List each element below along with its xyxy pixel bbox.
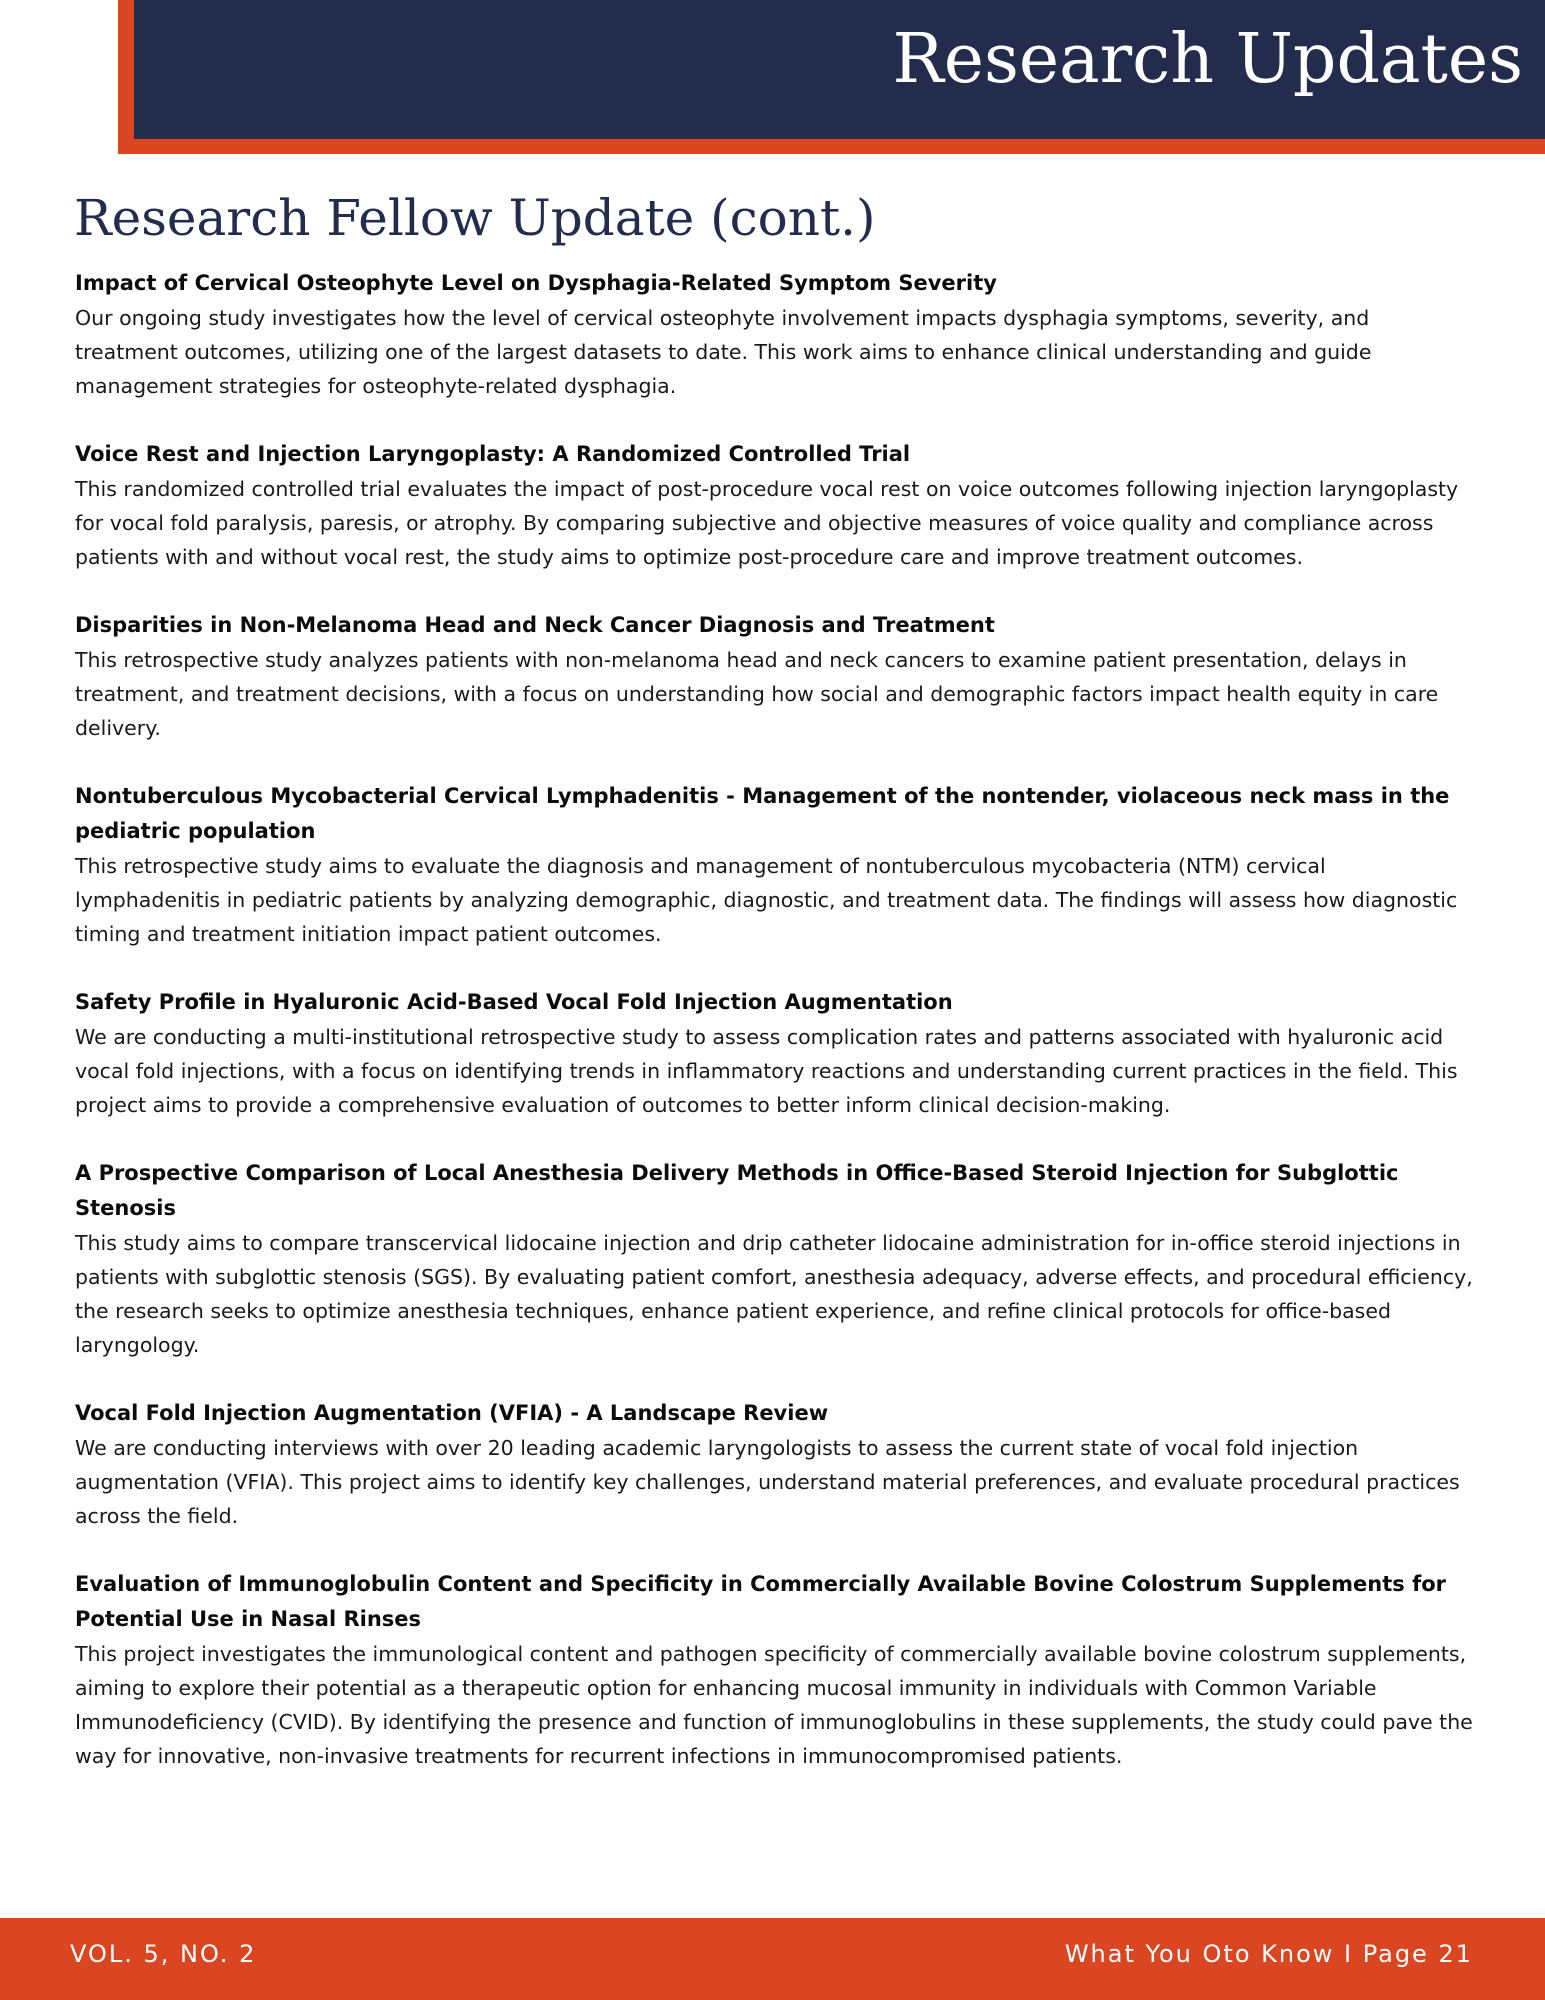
header-bar <box>134 0 1545 139</box>
research-entry <box>75 779 1475 951</box>
footer-bar <box>0 1918 1545 2000</box>
entry-title: Evaluation of Immunoglobulin Content and Specificity in Commercially Available Bovine Colostrum Supplements for Potential Use in Nasal Rinses <box>75 1572 1446 1631</box>
entry-title: Disparities in Non-Melanoma Head and Neck Cancer Diagnosis and Treatment <box>75 613 995 637</box>
research-entry <box>75 1156 1475 1362</box>
entry-body: This retrospective study analyzes patients with non-melanoma head and neck cancers to examine patient presentation, delays in treatment, and treatment decisions, with a focus on understanding how social and demographic factors impact health equity in care delivery. <box>75 648 1439 740</box>
footer-volume: VOL. 5, NO. 2 <box>70 1940 257 1968</box>
research-entry <box>75 266 1475 403</box>
research-entry <box>75 608 1475 745</box>
entry-title: Nontuberculous Mycobacterial Cervical Lymphadenitis - Management of the nontender, violaceous neck mass in the pediatric population <box>75 784 1450 843</box>
entry-title: A Prospective Comparison of Local Anesthesia Delivery Methods in Office-Based Steroid Injection for Subglottic Stenosis <box>75 1161 1399 1220</box>
entry-body: This retrospective study aims to evaluate the diagnosis and management of nontuberculous mycobacteria (NTM) cervical lymphadenitis in pediatric patients by analyzing demographic, diagnostic, and treatment data. The findings will assess how diagnostic timing and treatment initiation impact patient outcomes. <box>75 854 1458 946</box>
entry-title: Impact of Cervical Osteophyte Level on Dysphagia-Related Symptom Severity <box>75 271 997 295</box>
research-entry <box>75 437 1475 574</box>
entry-body: We are conducting a multi-institutional retrospective study to assess complication rates and patterns associated with hyaluronic acid vocal fold injections, with a focus on identifying trends in inflammatory reactions and understanding current practices in the field. This project aims to provide a comprehensive evaluation of outcomes to better inform clinical decision-making. <box>75 1025 1458 1117</box>
entry-title: Voice Rest and Injection Laryngoplasty: A Randomized Controlled Trial <box>75 442 911 466</box>
section-title: Research Fellow Update (cont.) <box>74 189 876 247</box>
entry-body: This study aims to compare transcervical lidocaine injection and drip catheter lidocaine administration for in-office steroid injections in patients with subglottic stenosis (SGS). By evaluating patient comfort, anesthesia adequacy, adverse effects, and procedural efficiency, the research seeks to optimize anesthesia techniques, enhance patient experience, and refine clinical protocols for office-based laryngology. <box>75 1231 1473 1357</box>
entry-body: This randomized controlled trial evaluates the impact of post-procedure vocal rest on voice outcomes following injection laryngoplasty for vocal fold paralysis, paresis, or atrophy. By comparing subjective and objective measures of voice quality and compliance across patients with and without vocal rest, the study aims to optimize post-procedure care and improve treatment outcomes. <box>75 477 1459 569</box>
research-entry <box>75 985 1475 1122</box>
entry-title: Safety Profile in Hyaluronic Acid-Based Vocal Fold Injection Augmentation <box>75 990 953 1014</box>
entry-body: Our ongoing study investigates how the level of cervical osteophyte involvement impacts dysphagia symptoms, severity, and treatment outcomes, utilizing one of the largest datasets to date. This work aims to enhance clinical understanding and guide management strategies for osteophyte-related dysphagia. <box>75 306 1372 398</box>
research-entry <box>75 1396 1475 1533</box>
entry-body: This project investigates the immunological content and pathogen specificity of commercially available bovine colostrum supplements, aiming to explore their potential as a therapeutic option for enhancing mucosal immunity in individuals with Common Variable Immunodeficiency (CVID). By identifying the presence and function of immunoglobulins in these supplements, the study could pave the way for innovative, non-invasive treatments for recurrent infections in immunocompromised patients. <box>75 1642 1473 1768</box>
entry-title: Vocal Fold Injection Augmentation (VFIA) - A Landscape Review <box>75 1401 829 1425</box>
entry-body: We are conducting interviews with over 20 leading academic laryngologists to assess the current state of vocal fold injection augmentation (VFIA). This project aims to identify key challenges, understand material preferences, and evaluate procedural practices across the field. <box>75 1436 1460 1528</box>
research-entry <box>75 1567 1475 1773</box>
header-title: Research Updates <box>892 20 1523 99</box>
footer-page-label: What You Oto Know I Page 21 <box>1064 1940 1473 1968</box>
research-entries <box>75 266 1475 1807</box>
